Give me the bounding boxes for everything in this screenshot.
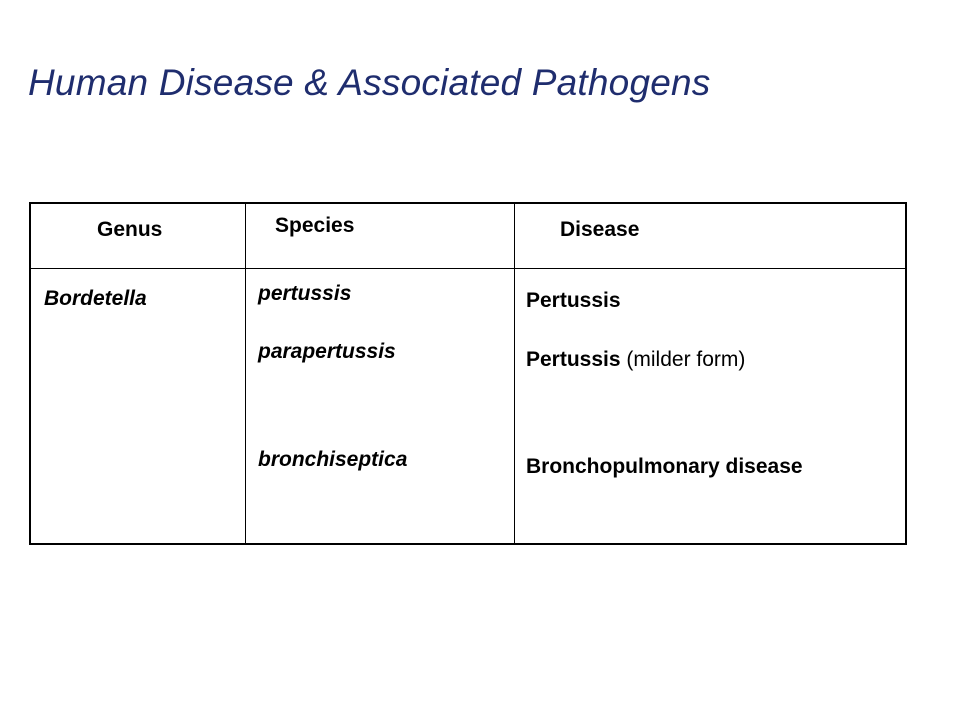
species-item: parapertussis: [258, 340, 396, 363]
disease-name: Bronchopulmonary disease: [526, 455, 803, 478]
species-item: pertussis: [258, 282, 352, 305]
disease-qualifier: (milder form): [620, 348, 746, 371]
disease-item: [526, 290, 621, 311]
header-row-divider: [31, 268, 905, 269]
header-species: Species: [275, 214, 355, 237]
pathogen-table: [29, 202, 907, 545]
genus-cell: Bordetella: [44, 287, 147, 310]
species-item: bronchiseptica: [258, 448, 408, 471]
disease-item: [526, 456, 803, 477]
column-divider-genus-species: [245, 204, 246, 543]
disease-name: Pertussis: [526, 348, 621, 371]
disease-item: [526, 349, 745, 370]
disease-name: Pertussis: [526, 289, 621, 312]
header-genus: Genus: [97, 218, 163, 241]
column-divider-species-disease: [514, 204, 515, 543]
slide-title: Human Disease & Associated Pathogens: [28, 62, 711, 103]
header-disease: Disease: [560, 218, 640, 241]
